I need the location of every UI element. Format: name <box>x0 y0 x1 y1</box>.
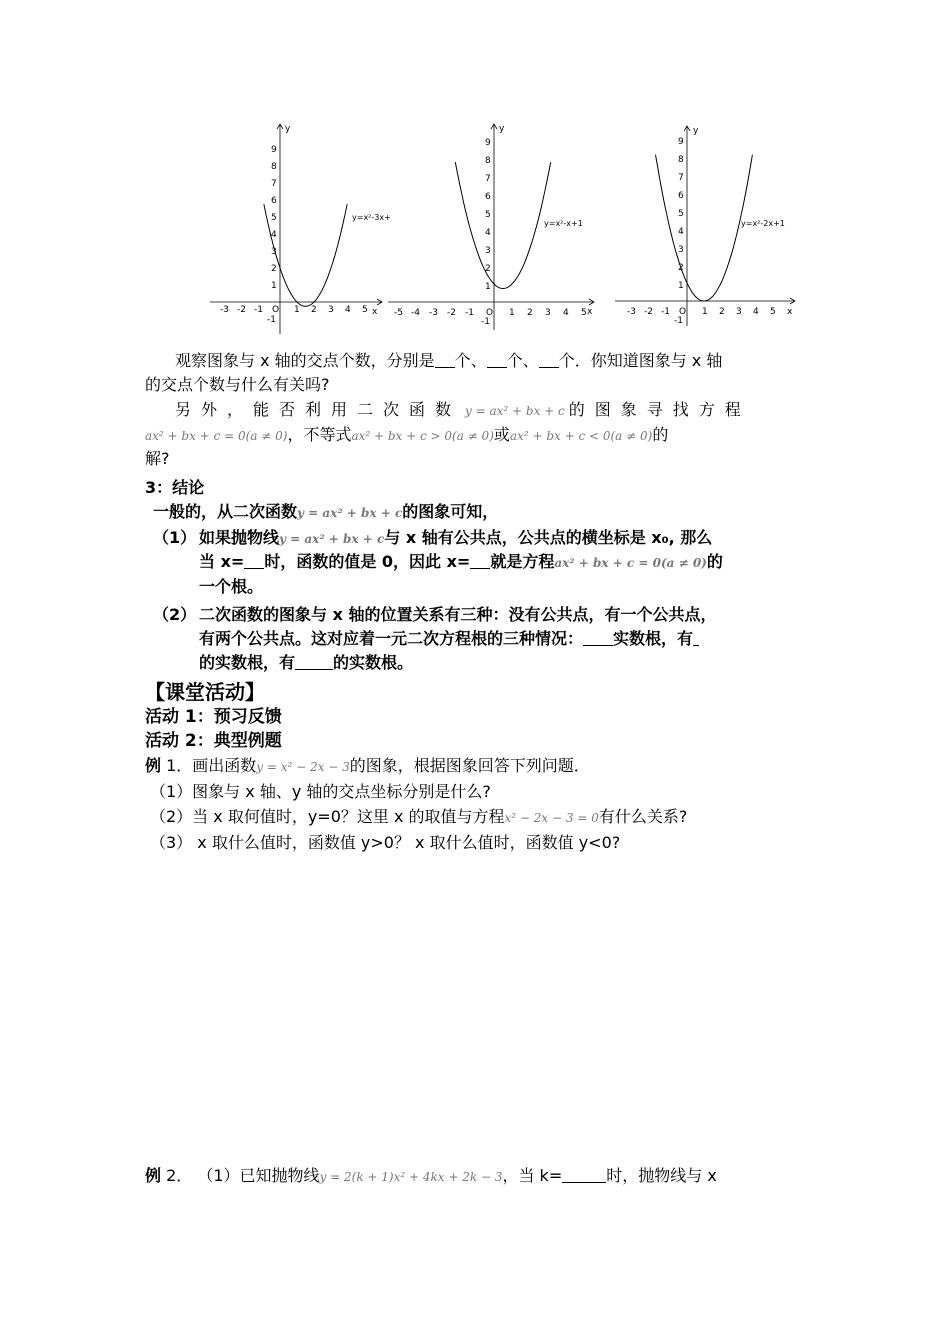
x-axis-label: x <box>787 307 793 317</box>
x-tick: O <box>272 305 280 315</box>
formula-inequality-lt: ax² + bx + c < 0(a ≠ 0) <box>509 429 653 443</box>
answer-blank[interactable] <box>562 1166 606 1183</box>
moreover-line-3: 解? <box>145 449 170 468</box>
x-ticks <box>220 305 368 315</box>
conclusion-text: 时，函数的值是 0，因此 x= <box>264 552 471 571</box>
x-tick: 2 <box>719 307 725 317</box>
x-tick: 1 <box>509 308 515 318</box>
x-tick: -1 <box>465 308 474 318</box>
y-tick: 2 <box>678 263 684 273</box>
activity-2-heading: 活动 2：典型例题 <box>145 731 282 751</box>
answer-blank[interactable] <box>435 351 455 368</box>
x-tick: 4 <box>563 308 569 318</box>
x-tick: -3 <box>627 307 636 317</box>
conclusion-text: 的实数根，有 <box>199 653 296 672</box>
x-tick: 5 <box>770 307 776 317</box>
conclusion-heading: 3：结论 <box>145 478 205 497</box>
x-tick: 2 <box>527 308 533 318</box>
example-text: 的图象，根据图象回答下列问题． <box>349 756 590 775</box>
y-tick: 5 <box>678 209 684 219</box>
item-number: （1） <box>153 528 197 547</box>
y-tick: 1 <box>678 281 684 291</box>
y-tick: 6 <box>485 192 491 202</box>
y-tick: 3 <box>271 247 277 257</box>
formula-equation: ax² + bx + c = 0(a ≠ 0) <box>554 556 707 570</box>
y-ticks <box>267 145 280 325</box>
graph-3 <box>615 118 800 338</box>
activity-1-heading: 活动 1：预习反馈 <box>145 707 282 727</box>
observe-sep: 个、 <box>506 351 539 370</box>
y-tick: 6 <box>678 191 684 201</box>
conclusion-text: 的 <box>706 552 723 571</box>
graph-1 <box>210 118 391 338</box>
graph-1-svg <box>210 118 391 338</box>
x-tick: 4 <box>753 307 759 317</box>
example-1-question-1: （1）图象与 x 轴、y 轴的交点坐标分别是什么? <box>150 782 491 801</box>
example-text: 1．画出函数 <box>161 756 257 775</box>
conclusion-text: 当 x= <box>199 552 245 571</box>
function-label: y=x²-x+1 <box>544 219 583 228</box>
moreover-line-1 <box>175 398 751 423</box>
y-tick: 7 <box>485 174 491 184</box>
graph-2 <box>388 118 598 338</box>
y-ticks <box>674 137 687 326</box>
formula-equation: x² − 2x − 3 = 0 <box>504 811 599 825</box>
function-label: y=x²-3x+ <box>352 213 391 222</box>
formula-quadratic: y = ax² + bx + c <box>465 404 565 418</box>
conclusion-text: 与 x 轴有公共点，公共点的横坐标是 x₀, 那么 <box>384 528 713 547</box>
example-text: （2）当 x 取何值时，y=0？这里 x 的取值与方程 <box>150 807 505 826</box>
x-tick: 2 <box>311 305 317 315</box>
y-tick: 6 <box>271 196 277 206</box>
x-tick: O <box>486 308 494 318</box>
x-tick: O <box>679 307 687 317</box>
y-tick: 4 <box>485 228 491 238</box>
function-label: y=x²-2x+1 <box>741 219 785 228</box>
y-tick: 5 <box>271 213 277 223</box>
x-tick: -1 <box>661 307 670 317</box>
parabola-curve <box>656 155 753 301</box>
y-tick: 2 <box>485 264 491 274</box>
y-tick: 5 <box>485 210 491 220</box>
x-tick: -4 <box>411 308 420 318</box>
x-tick: -2 <box>447 308 456 318</box>
x-tick: 1 <box>702 307 708 317</box>
y-tick: 7 <box>678 173 684 183</box>
parabola-curve <box>455 162 550 288</box>
y-tick: 4 <box>271 230 277 240</box>
moreover-text: 的图象寻找方程 <box>568 400 751 419</box>
x-tick: -5 <box>394 308 403 318</box>
x-tick: 3 <box>328 305 334 315</box>
moreover-text: 的 <box>652 425 669 444</box>
y-tick: 9 <box>485 138 491 148</box>
moreover-text: 另外，能否利用二次函数 <box>175 400 462 419</box>
x-tick: -3 <box>220 305 229 315</box>
conclusion-text: 的图象可知， <box>402 502 499 521</box>
conclusion-text: 的实数根。 <box>333 653 414 672</box>
x-ticks <box>394 308 587 318</box>
answer-blank[interactable] <box>693 629 699 646</box>
y-tick: 9 <box>271 145 277 155</box>
formula-inequality-gt: ax² + bx + c > 0(a ≠ 0) <box>351 429 494 443</box>
answer-blank[interactable] <box>539 351 559 368</box>
y-tick: 3 <box>485 246 491 256</box>
graphs-row <box>210 118 800 340</box>
example-2-stem <box>145 1164 717 1189</box>
x-tick: 3 <box>545 308 551 318</box>
observe-text: 个．你知道图象与 x 轴 <box>558 351 723 370</box>
moreover-text: ，不等式 <box>287 425 352 444</box>
observe-text: 观察图象与 x 轴的交点个数，分别是 <box>175 351 435 370</box>
graph-3-svg <box>615 118 800 338</box>
answer-blank[interactable] <box>470 552 490 569</box>
item-1-line-1 <box>153 526 712 551</box>
answer-blank[interactable] <box>244 552 264 569</box>
item-1-line-2 <box>199 550 723 575</box>
x-tick: -2 <box>644 307 653 317</box>
moreover-line-2 <box>145 423 668 448</box>
conclusion-intro <box>153 500 498 525</box>
formula-quadratic: y = ax² + bx + c <box>279 532 385 546</box>
formula-quadratic: y = ax² + bx + c <box>297 506 403 520</box>
example-text: 2． （1）已知抛物线 <box>161 1166 320 1185</box>
y-tick: 8 <box>678 155 684 165</box>
conclusion-text: 二次函数的图象与 x 轴的位置关系有三种：没有公共点，有一个公共点， <box>199 605 717 624</box>
y-tick: 3 <box>678 245 684 255</box>
y-ticks <box>481 138 494 327</box>
example-1-question-3: （3） x 取什么值时，函数值 y>0？ x 取什么值时，函数值 y<0? <box>150 833 621 852</box>
x-tick: 1 <box>294 305 300 315</box>
answer-blank[interactable] <box>583 629 613 646</box>
moreover-text: 或 <box>493 425 510 444</box>
example-text: 时，抛物线与 x <box>606 1166 717 1185</box>
observe-line-2: 的交点个数与什么有关吗? <box>145 375 330 394</box>
x-axis-label: x <box>587 307 593 317</box>
answer-blank[interactable] <box>487 351 507 368</box>
x-tick: 5 <box>581 308 587 318</box>
item-number: （2） <box>153 605 197 624</box>
y-tick: 7 <box>271 179 277 189</box>
item-2-line-2 <box>199 627 699 651</box>
y-axis-label: y <box>693 126 699 136</box>
x-tick: 3 <box>736 307 742 317</box>
y-tick: -1 <box>481 317 490 327</box>
graph-2-svg <box>388 118 598 338</box>
conclusion-text: 一般的，从二次函数 <box>153 502 298 521</box>
y-tick: -1 <box>267 315 276 325</box>
item-2-line-3 <box>199 651 413 675</box>
class-activity-title: 【课堂活动】 <box>145 680 265 704</box>
item-1-line-3: 一个根。 <box>199 577 264 596</box>
x-tick: 5 <box>362 305 368 315</box>
x-axis-label: x <box>372 307 378 317</box>
y-tick: 9 <box>678 137 684 147</box>
answer-blank[interactable] <box>295 653 333 670</box>
conclusion-text: 如果抛物线 <box>199 528 280 547</box>
observe-line-1 <box>175 349 722 373</box>
y-tick: 8 <box>271 162 277 172</box>
conclusion-text: 实数根，有 <box>613 629 694 648</box>
formula-function: y = x² − 2x − 3 <box>256 760 350 774</box>
x-tick: -2 <box>237 305 246 315</box>
x-tick: 4 <box>345 305 351 315</box>
x-tick: -3 <box>429 308 438 318</box>
y-tick: 2 <box>271 264 277 274</box>
conclusion-text: 就是方程 <box>490 552 555 571</box>
y-tick: 4 <box>678 227 684 237</box>
x-ticks <box>627 307 776 317</box>
example-text: 有什么关系? <box>598 807 688 826</box>
y-tick: 1 <box>485 282 491 292</box>
example-label: 例 <box>145 756 162 775</box>
conclusion-text: 有两个公共点。这对应着一元二次方程根的三种情况： <box>199 629 584 648</box>
example-1-stem <box>145 754 590 779</box>
y-axis-label: y <box>285 124 291 134</box>
formula-parabola: y = 2(k + 1)x² + 4kx + 2k − 3 <box>319 1170 503 1184</box>
y-tick: -1 <box>674 316 683 326</box>
example-text: ，当 k= <box>502 1166 563 1185</box>
x-tick: -1 <box>254 305 263 315</box>
y-tick: 1 <box>271 281 277 291</box>
observe-sep: 个、 <box>454 351 487 370</box>
example-1-question-2 <box>150 805 687 830</box>
formula-equation: ax² + bx + c = 0(a ≠ 0) <box>145 429 288 443</box>
item-2-line-1 <box>153 603 716 627</box>
y-axis-label: y <box>499 124 505 134</box>
y-tick: 8 <box>485 156 491 166</box>
example-label: 例 <box>145 1166 162 1185</box>
